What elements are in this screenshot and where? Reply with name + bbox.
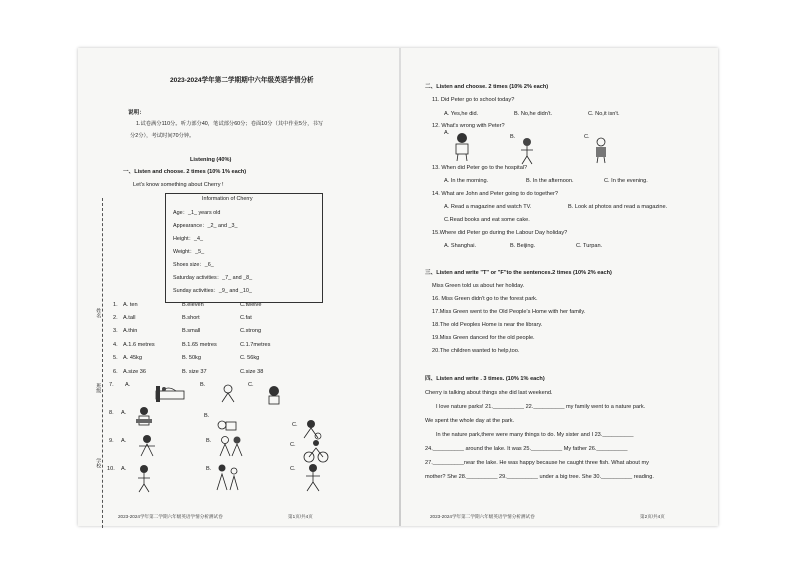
info-line: Sunday activities：_9_ and _10_ [173,288,252,294]
running-girl-picture [300,462,326,494]
headache-boy-picture [592,136,610,164]
option-a[interactable]: A. [444,130,450,136]
question-number: 4. [113,342,118,348]
option-a[interactable]: A. Shanghai. [444,243,477,249]
question-8-number: 8. [109,410,114,416]
option-b[interactable]: B.small [182,328,201,334]
notes-label: 说明： [128,110,145,116]
option-b[interactable]: B.short [182,315,200,321]
option-b[interactable]: B. Look at photos and read a magazine. [568,204,668,210]
tf-statement: 19.Miss Green danced for the old people. [432,335,535,341]
question-13: 13. When did Peter go to the hospital? [432,165,528,171]
group-picture [218,434,244,460]
margin-class-label: 班级 [95,383,102,393]
section-1-intro: Let's know something about Cherry ! [133,182,224,188]
question-11: 11. Did Peter go to school today? [432,97,515,103]
question-7-number: 7. [109,382,114,388]
binding-line [102,198,103,528]
writing-line[interactable]: I love nature parks! 21.__________ 22.__________ my family went to a nature park. [436,404,646,410]
family-picture [214,462,244,494]
option-c[interactable]: C. In the evening. [604,178,648,184]
writing-line: We spent the whole day at the park. [425,418,515,424]
boy-picture [218,384,238,404]
option-b[interactable]: B. [206,466,212,472]
option-b[interactable]: B. size 37 [182,369,207,375]
writing-line[interactable]: In the nature park,there were many things to do. My sister and I 23.__________ [436,432,634,438]
tf-statement: 18.The old Peoples Home is near the library. [432,322,543,328]
question-10-number: 10. [107,466,115,472]
option-b[interactable]: B.1.65 metres [182,342,217,348]
option-c[interactable]: C.size 38 [240,369,264,375]
option-c[interactable]: C. [292,422,298,428]
option-c[interactable]: C. 56kg [240,355,260,361]
info-line: Age：_1_ years old [173,210,221,216]
margin-name-label: 姓名 [95,308,102,318]
dancing-girl-picture [136,434,158,460]
section-3-heading: 三、Listen and write "T" or "F"to the sentences.2 times (10% 2% each) [425,270,612,276]
section-1-heading: 一、Listen and choose. 2 times (10% 1% each) [123,169,247,175]
standing-boy-picture [134,464,154,494]
exam-title: 2023-2024学年第二学期期中六年级英语学情分析 [170,77,314,84]
option-b[interactable]: B. [204,413,210,419]
sick-boy-picture [450,132,474,162]
option-a[interactable]: A. In the morning. [444,178,489,184]
info-box-title: Information of Cherry [202,196,253,202]
option-b[interactable]: B. [206,438,212,444]
question-9-number: 9. [109,438,114,444]
notes-line-2: 分2分），考试时间70分钟。 [130,133,195,139]
margin-school-label: 学校 [95,458,102,468]
option-a[interactable]: A. [121,410,127,416]
tf-statement: 16. Miss Green didn't go to the forest park. [432,296,538,302]
question-number: 6. [113,369,118,375]
option-c[interactable]: C.fat [240,315,252,321]
option-c[interactable]: C.1.7metres [240,342,271,348]
sleeping-picture [216,416,238,434]
cycling-picture [302,438,330,464]
listening-heading: Listening (40%) [190,157,232,163]
option-c[interactable]: C.twelve [240,302,262,308]
left-page [78,48,400,526]
info-line: Weight：_5_ [173,249,205,255]
question-14: 14. What are John and Peter going to do together? [432,191,558,197]
option-c[interactable]: C. No,it isn't. [588,111,620,117]
option-a[interactable]: A. Read a magazine and watch TV. [444,204,532,210]
hurt-boy-picture [516,136,538,166]
tf-intro: Miss Green told us about her holiday. [432,283,525,289]
option-a[interactable]: A. [121,466,127,472]
writing-line[interactable]: 24.__________ around the lake. It was 25.__________ My father 26.__________ [425,446,628,452]
option-a[interactable]: A. [125,382,131,388]
writing-intro: Cherry is talking about things she did last weekend. [425,390,553,396]
option-c[interactable]: C. [290,466,296,472]
option-a[interactable]: A. [121,438,127,444]
right-page [400,48,718,526]
option-b[interactable]: B.eleven [182,302,204,308]
girl-picture [262,385,286,407]
option-c[interactable]: C.Read books and eat some cake. [444,217,530,223]
question-number: 1. [113,302,118,308]
left-page-number: 第1页/共4页 [288,514,313,519]
option-b[interactable]: B. Beijing. [510,243,536,249]
right-footer: 2023-2024学年第二学期六年级英语学情分析测试卷 [430,514,535,519]
option-a[interactable]: A.tall [123,315,136,321]
binding-margin [78,158,112,518]
option-a[interactable]: A. ten [123,302,138,308]
notes-line-1: 1.试卷满分110分。听力部分40，笔试部分60分；卷面10分（其中作业5分，书写 [136,121,324,127]
option-b[interactable]: B. [510,134,516,140]
option-a[interactable]: A. Yes,he did. [444,111,479,117]
reading-boy-picture [134,406,154,432]
bed-picture [154,383,186,405]
section-2-heading: 二、Listen and choose. 2 times (10% 2% each) [425,84,549,90]
question-12: 12. What's wrong with Peter? [432,123,505,129]
option-a[interactable]: A.size 36 [123,369,147,375]
question-number: 3. [113,328,118,334]
info-line: Appearance：_2_ and _3_ [173,223,238,229]
writing-line[interactable]: 27.__________near the lake. He was happy because he caught three fish. What about my [425,460,649,466]
option-b[interactable]: B. In the afternoon. [526,178,574,184]
option-c[interactable]: C. [290,442,296,448]
option-b[interactable]: B. [200,382,206,388]
info-line: Height：_4_ [173,236,203,242]
exam-paper [78,48,718,526]
option-c[interactable]: C. [584,134,590,140]
question-15: 15.Where did Peter go during the Labour Day holiday? [432,230,568,236]
option-c[interactable]: C. Turpan. [576,243,603,249]
option-c[interactable]: C.strong [240,328,262,334]
right-page-number: 第2页/共4页 [640,514,665,519]
info-box [165,193,323,303]
question-number: 5. [113,355,118,361]
info-line: Shoes size：_6_ [173,262,214,268]
option-c[interactable]: C. [248,382,254,388]
tf-statement: 17.Miss Green went to the Old People's Home with her family. [432,309,586,315]
info-line: Saturday activities：_7_ and _8_ [173,275,253,281]
writing-line[interactable]: mother? She 28.__________ 29.__________ under a big tree. She 30.__________ reading. [425,474,654,480]
option-a[interactable]: A.thin [123,328,138,334]
option-a[interactable]: A.1.6 metres [123,342,155,348]
section-4-heading: 四、Listen and write . 3 times. (10% 1% each) [425,376,545,382]
option-a[interactable]: A. 45kg [123,355,142,361]
tf-statement: 20.The children wanted to help,too. [432,348,520,354]
question-number: 2. [113,315,118,321]
option-b[interactable]: B. No,he didn't. [514,111,553,117]
left-footer: 2023-2024学年第二学期六年级英语学情分析测试卷 [118,514,223,519]
option-b[interactable]: B. 50kg [182,355,201,361]
